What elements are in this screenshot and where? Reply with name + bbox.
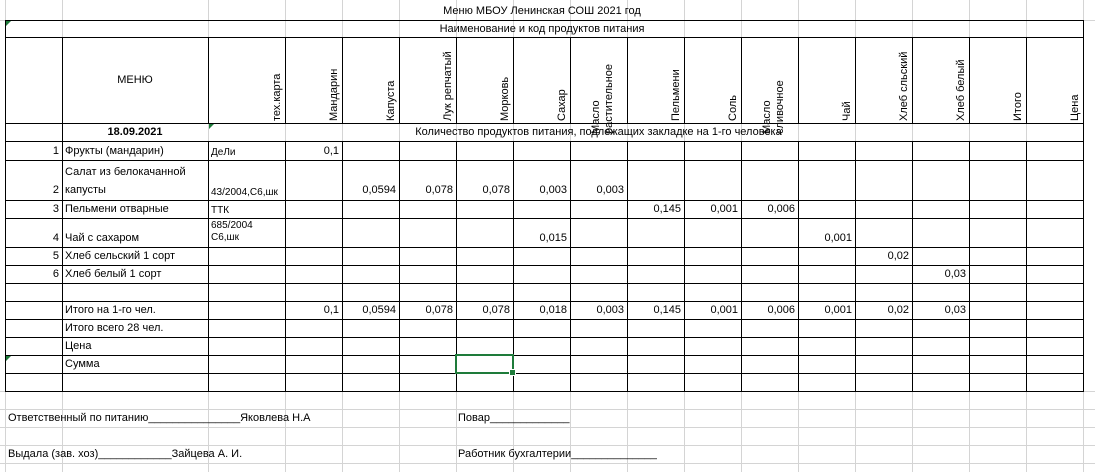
sum-label[interactable]: Сумма: [65, 358, 100, 370]
total-cell[interactable]: 0,001: [710, 304, 738, 316]
column-header-rural-bread[interactable]: Хлеб сльский: [898, 51, 910, 121]
total-all-label[interactable]: Итого всего 28 чел.: [65, 322, 164, 334]
responsible-signature[interactable]: Ответственный по питанию_______________Яковлева Н.А: [8, 412, 311, 424]
column-header-butter[interactable]: Масло сливочное: [761, 80, 786, 134]
column-header-salt[interactable]: Соль: [727, 95, 739, 121]
total-cell[interactable]: 0,003: [596, 304, 624, 316]
value-cell[interactable]: 0,03: [944, 268, 966, 280]
row-number[interactable]: 4: [52, 232, 59, 244]
accountant-signature[interactable]: Работник бухгалтерии______________: [458, 448, 657, 460]
total-per-person-label[interactable]: Итого на 1-го чел.: [65, 304, 156, 316]
dish-name[interactable]: Хлеб сельский 1 сорт: [65, 250, 175, 262]
price-label[interactable]: Цена: [65, 340, 92, 352]
cell-indicator-mark: [6, 356, 11, 361]
column-header-total[interactable]: Итого: [1012, 92, 1024, 121]
value-cell[interactable]: 0,02: [887, 250, 909, 262]
dish-name[interactable]: Хлеб белый 1 сорт: [65, 268, 162, 280]
dish-name[interactable]: [65, 166, 186, 197]
total-cell[interactable]: 0,006: [767, 304, 795, 316]
value-cell[interactable]: 0,0594: [362, 184, 396, 196]
total-cell[interactable]: 0,0594: [362, 304, 396, 316]
page-title[interactable]: Меню МБОУ Ленинская СОШ 2021 год: [443, 5, 641, 17]
total-cell[interactable]: 0,145: [653, 304, 681, 316]
tech-card-line: С6,шк: [211, 232, 239, 243]
tech-card-cell[interactable]: 43/2004,С6,шк: [211, 187, 278, 198]
column-header-cabbage[interactable]: Капуста: [385, 80, 397, 121]
tech-card-line: 685/2004: [211, 220, 253, 231]
value-cell[interactable]: 0,006: [767, 203, 795, 215]
dish-name-line: Салат из белокачанной: [65, 166, 186, 178]
row-number[interactable]: 6: [52, 268, 59, 280]
value-cell[interactable]: 0,078: [482, 184, 510, 196]
column-header-price[interactable]: Цена: [1069, 94, 1081, 121]
issued-signature[interactable]: Выдала (зав. хоз)____________Зайцева А. И.: [8, 448, 243, 460]
total-cell[interactable]: 0,1: [323, 304, 339, 316]
total-cell[interactable]: 0,02: [887, 304, 909, 316]
value-cell[interactable]: 0,003: [596, 184, 624, 196]
tech-card-cell[interactable]: [211, 220, 253, 244]
row-number[interactable]: 1: [52, 145, 59, 157]
tech-card-cell[interactable]: ДеЛи: [211, 147, 236, 158]
column-header-onion[interactable]: Лук репчатый: [442, 51, 454, 121]
value-cell[interactable]: 0,078: [425, 184, 453, 196]
column-header-mandarin[interactable]: Мандарин: [328, 68, 340, 121]
column-header-tech-card[interactable]: тех.карта: [271, 73, 283, 121]
cell-indicator-mark: [209, 124, 214, 129]
total-cell[interactable]: 0,03: [944, 304, 966, 316]
value-cell[interactable]: 0,015: [539, 232, 567, 244]
total-cell[interactable]: 0,078: [425, 304, 453, 316]
column-header-sugar[interactable]: Сахар: [556, 89, 568, 121]
column-header-white-bread[interactable]: Хлеб белый: [955, 59, 967, 121]
row-number[interactable]: 2: [52, 184, 59, 196]
cell-indicator-mark: [6, 21, 11, 26]
tech-card-cell[interactable]: ТТК: [211, 205, 230, 216]
value-cell[interactable]: 0,001: [824, 232, 852, 244]
row-number[interactable]: 3: [52, 203, 59, 215]
dish-name[interactable]: Фрукты (мандарин): [65, 145, 164, 157]
dish-name-line: капусты: [65, 184, 106, 196]
value-cell[interactable]: 0,001: [710, 203, 738, 215]
column-header-tea[interactable]: Чай: [841, 101, 853, 121]
total-cell[interactable]: 0,001: [824, 304, 852, 316]
menu-column-header[interactable]: МЕНЮ: [117, 74, 153, 86]
menu-date[interactable]: 18.09.2021: [107, 126, 163, 138]
active-cell-selection[interactable]: [455, 354, 514, 374]
value-cell[interactable]: 0,145: [653, 203, 681, 215]
column-header-vegetable-oil[interactable]: Масло растительное: [590, 63, 615, 134]
fill-handle[interactable]: [509, 369, 516, 376]
total-cell[interactable]: 0,078: [482, 304, 510, 316]
cook-signature[interactable]: Повар_____________: [458, 412, 570, 424]
value-cell[interactable]: 0,1: [323, 145, 339, 157]
row-number[interactable]: 5: [52, 250, 59, 262]
quantity-caption[interactable]: Количество продуктов питания, подлежащих закладке на 1-го человека: [415, 126, 782, 138]
dish-name[interactable]: Пельмени отварные: [65, 203, 169, 215]
column-header-carrot[interactable]: Морковь: [499, 76, 511, 121]
total-cell[interactable]: 0,018: [539, 304, 567, 316]
dish-name[interactable]: Чай с сахаром: [65, 232, 140, 244]
column-header-dumplings[interactable]: Пельмени: [670, 69, 682, 121]
value-cell[interactable]: 0,003: [539, 184, 567, 196]
products-header[interactable]: Наименование и код продуктов питания: [439, 23, 645, 35]
